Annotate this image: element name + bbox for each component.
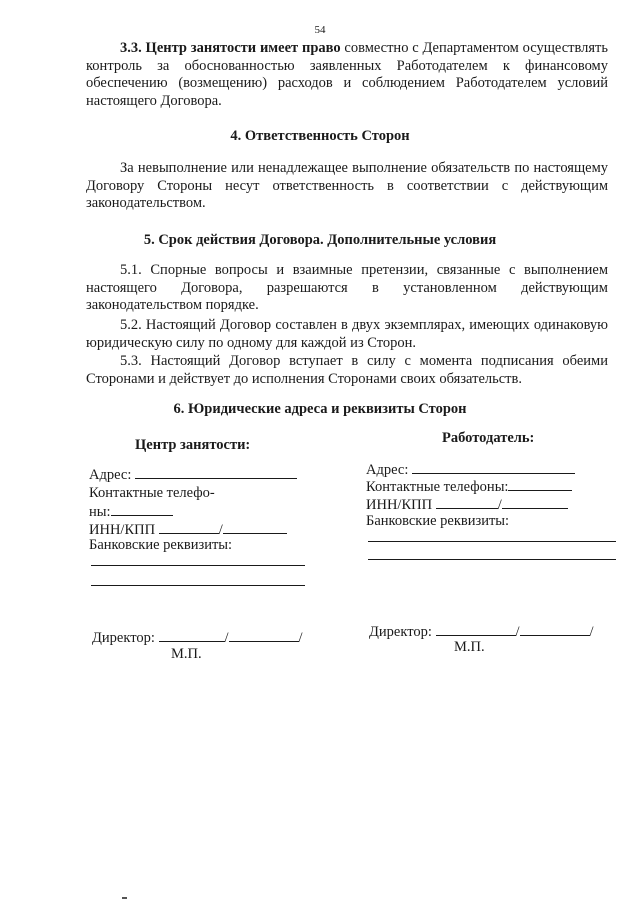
right-phones-blank xyxy=(508,478,572,491)
section-4-paragraph: За невыполнение или ненадлежащее выполнение обязательств по настоящему Договору Стороны несут ответственность в соответствии с действующим законодательством. xyxy=(86,160,608,211)
left-kpp-blank xyxy=(223,521,287,534)
section-5-heading: 5. Срок действия Договора. Дополнительные условия xyxy=(143,232,497,248)
left-phones-label-1: Контактные телефо- xyxy=(89,485,215,501)
right-address-blank xyxy=(412,461,575,474)
left-seal-label: М.П. xyxy=(171,646,202,662)
left-director-label: Директор: xyxy=(92,630,155,646)
left-director-slash-1: / xyxy=(224,630,229,646)
left-party-title: Центр занятости: xyxy=(135,437,251,453)
left-bank-line-1 xyxy=(91,565,305,566)
left-director-blank-2 xyxy=(229,629,299,642)
section-5-2-paragraph: 5.2. Настоящий Договор составлен в двух экземплярах, имеющих одинаковую юридическую силу по одному для каждой из Сторон. xyxy=(86,317,608,351)
section-3-3-paragraph xyxy=(86,40,608,110)
section-5-3-paragraph: 5.3. Настоящий Договор вступает в силу с момента подписания обеими Сторонами и действует до исполнения Сторонами своих обязательств. xyxy=(86,353,608,387)
right-inn-slash: / xyxy=(497,497,502,513)
section-4-heading: 4. Ответственность Сторон xyxy=(230,128,410,144)
left-bank-line-2 xyxy=(91,585,305,586)
right-director-label: Директор: xyxy=(369,624,432,640)
right-address-row xyxy=(366,461,575,479)
left-phones-row xyxy=(89,503,173,521)
left-director-blank-1 xyxy=(159,629,225,642)
left-inn-label: ИНН/КПП xyxy=(89,522,156,538)
right-phones-label: Контактные телефоны: xyxy=(366,479,509,495)
left-inn-slash: / xyxy=(218,522,223,538)
right-bank-line-2 xyxy=(368,559,616,560)
right-director-slash-1: / xyxy=(515,624,520,640)
left-director-row xyxy=(92,629,303,647)
left-inn-blank xyxy=(159,521,219,534)
right-seal-label: М.П. xyxy=(454,639,485,655)
page-number: 54 xyxy=(314,24,326,36)
left-address-row xyxy=(89,466,297,484)
section-3-3-text: совместно с Департаментом осуществлять контроль за обоснованностью заявленных Работодателем к финансовому обеспечению (возмещению) расходов и соблюдением Работодателем условий настоящего Договора. xyxy=(86,40,608,109)
right-inn-row xyxy=(366,496,568,514)
section-5-1-paragraph: 5.1. Спорные вопросы и взаимные претензии, связанные с выполнением настоящего Договора, разрешаются в установленном действующим законодательством порядке. xyxy=(86,262,608,313)
scan-artifact xyxy=(122,897,127,899)
right-phones-row xyxy=(366,478,572,496)
left-phones-label-2: ны: xyxy=(89,504,111,520)
right-bank-line-1 xyxy=(368,541,616,542)
right-address-label: Адрес: xyxy=(366,462,409,478)
right-inn-blank xyxy=(436,496,498,509)
right-director-blank-1 xyxy=(436,623,516,636)
left-director-slash-2: / xyxy=(298,630,303,646)
section-3-3-lead: 3.3. Центр занятости имеет право xyxy=(120,40,341,56)
left-bank-label: Банковские реквизиты: xyxy=(89,537,233,553)
right-party-title: Работодатель: xyxy=(442,430,535,446)
right-bank-label: Банковские реквизиты: xyxy=(366,513,510,529)
right-director-slash-2: / xyxy=(589,624,594,640)
left-address-blank xyxy=(135,466,297,479)
right-director-blank-2 xyxy=(520,623,590,636)
section-6-heading: 6. Юридические адреса и реквизиты Сторон xyxy=(173,401,467,417)
right-inn-label: ИНН/КПП xyxy=(366,497,433,513)
left-phones-blank xyxy=(111,503,173,516)
right-kpp-blank xyxy=(502,496,568,509)
left-address-label: Адрес: xyxy=(89,467,132,483)
